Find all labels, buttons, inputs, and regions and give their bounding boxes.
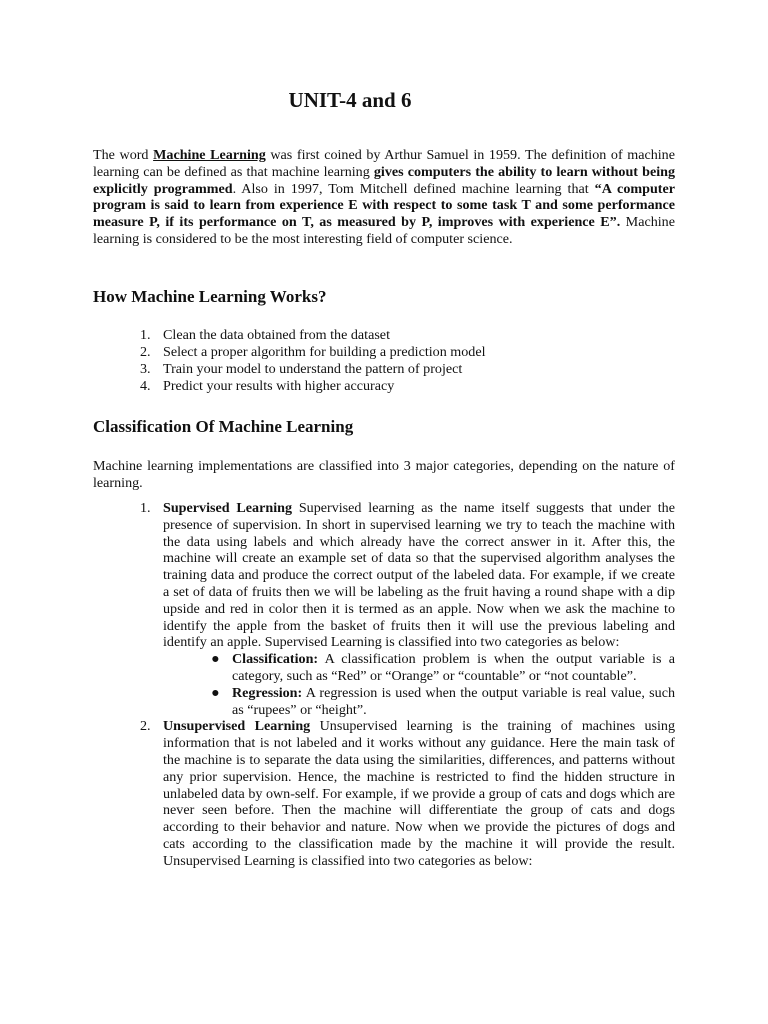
unsupervised-text: Unsupervised learning is the training of machines using information that is not labeled and it works without any guidance. Here the main task of the machine is to separate the data using the similarities, differences, and patterns without any prior supervision. Hence, the machine is restricted to find the hidden structure in unlabeled data by own-self. For example, if we provide a group of cats and dogs which are never seen before. Then the machine will differentiate the group of cats and dogs according to their behavior and nature. Now when we provide the pictures of dogs and cats according to the classification made by the machine it will provide the result. Unsupervised Learning is classified into two categories as below: (163, 718, 675, 869)
intro-bold-phrase: gives computers the ability to learn without being explicitly programmed (93, 163, 675, 197)
section-heading-how-ml-works: How Machine Learning Works? (93, 287, 327, 306)
supervised-text: Supervised learning as the name itself suggests that under the presence of supervision. In short in supervised learning we try to teach the machine with the data using labels and which already have the correct answer in it. After this, the machine will create an example set of data so that the supervised algorithm analyses the training data and produce the correct output of the labeled data. For example, if we create a set of data of fruits then we will be labeling as the fruit having a round shape with a dip upside and red in color then it is termed as an apple. Now when we ask the machine to identify the apple from the basket of fruits then it will use the previous labeling and identify an apple. Supervised Learning is classified into two categories as below: (163, 500, 675, 651)
list-item-text: Train your model to understand the pattern of project (163, 361, 463, 377)
intro-text: was first coined by Arthur Samuel in 1959. The definition of machine learning can be defined as that machine learning (93, 147, 675, 180)
list-item (140, 344, 486, 361)
bullet-icon: ● (211, 651, 220, 668)
categories-list (140, 500, 675, 870)
list-number: 4. (140, 378, 151, 394)
list-number: 2. (140, 718, 151, 735)
mitchell-quote: “A computer program is said to learn from experience E with respect to some task T and some performance measure P, if its performance on T, as measured by P, improves with experience E”. (93, 180, 675, 231)
steps-list (140, 327, 486, 395)
supervised-subtypes (163, 651, 675, 718)
classification-intro: Machine learning implementations are classified into 3 major categories, depending on the nature of learning. (93, 458, 675, 491)
list-item-unsupervised (140, 718, 675, 869)
list-item (163, 651, 675, 685)
list-number: 2. (140, 344, 151, 360)
list-item-text: Clean the data obtained from the dataset (163, 327, 390, 343)
list-item-text: Select a proper algorithm for building a prediction model (163, 344, 486, 360)
intro-paragraph (93, 147, 675, 248)
list-number: 3. (140, 361, 151, 377)
supervised-term: Supervised Learning (163, 500, 292, 516)
list-item (163, 685, 675, 719)
intro-text: The word (93, 147, 154, 163)
section-heading-classification: Classification Of Machine Learning (93, 417, 354, 436)
intro-text: . Also in 1997, Tom Mitchell defined machine learning that (232, 180, 595, 197)
list-item-supervised (140, 500, 675, 718)
machine-learning-term: Machine Learning (153, 147, 266, 163)
bullet-icon: ● (211, 684, 220, 701)
intro-text: Machine learning is considered to be the most interesting field of computer science. (93, 214, 675, 247)
list-item (140, 361, 486, 378)
subtype-text: A regression is used when the output variable is real value, such as “rupees” or “height”. (232, 684, 675, 718)
subtype-text: A classification problem is when the output variable is a category, such as “Red” or “Orange” or “countable” or “not countable”. (232, 651, 675, 684)
page-title: UNIT-4 and 6 (288, 88, 412, 112)
list-item (140, 327, 486, 344)
list-number: 1. (140, 500, 151, 516)
unsupervised-term: Unsupervised Learning (163, 718, 311, 735)
list-item (140, 378, 486, 395)
subtype-term: Regression: (232, 684, 303, 701)
list-number: 1. (140, 327, 151, 343)
subtype-term: Classification: (232, 651, 319, 668)
list-item-text: Predict your results with higher accuracy (163, 378, 395, 394)
